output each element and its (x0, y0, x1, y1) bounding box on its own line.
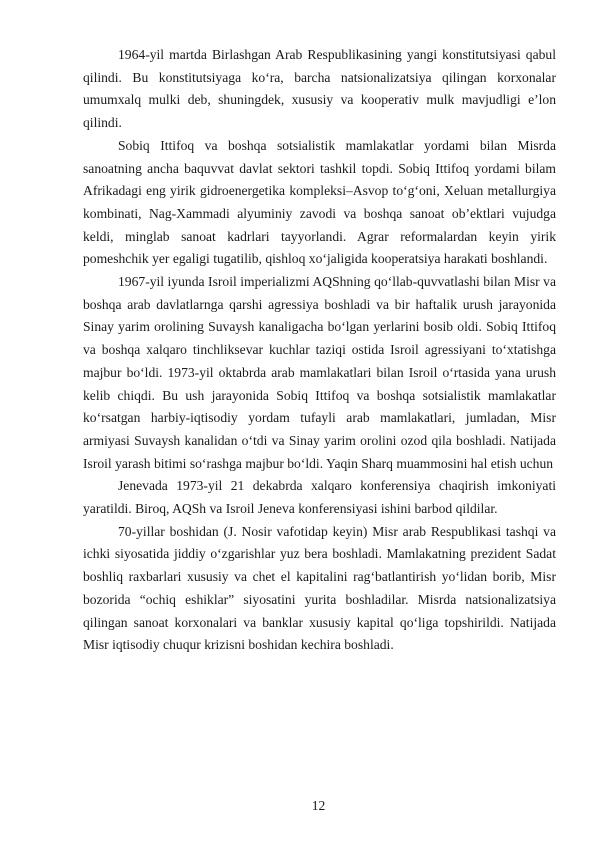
paragraph-2: Sobiq Ittifoq va boshqa sotsialistik mamlakatlar yordami bilan Misrda sanoatning ancha baquvvat davlat sektori tashkil topdi. Sobiq Ittifoq yordami bilam Afrikadagi eng yirik gidroenergetika kompleksi–Asvop to‘g‘oni, Xeluan metallurgiya kombinati, Nag-Xammadi alyuminiy zavodi va boshqa sanoat ob’ektlari vujudga keldi, minglab sanoat kadrlari tayyorlandi. Agrar reformalardan keyin yirik pomeshchik yer egaligi tugatilib, qishloq xo‘jaligida kooperatsiya harakati boshlandi. (83, 137, 556, 267)
page-number: 12 (311, 798, 326, 813)
paragraph-3: 1967-yil iyunda Isroil imperializmi AQShning qo‘llab-quvvatlashi bilan Misr va boshqa arab davlatlarnga qarshi agressiya boshladi va bir haftalik urush jarayonida Sinay yarim orolining Suvaysh kanaligacha bo‘lgan yerlarini bosib oldi. Sobiq Ittifoq va boshqa xalqaro tinchliksevar kuchlar taziqi ostida Isroil agressiyani to‘xtatishga majbur bo‘ldi. 1973-yil oktabrda arab mamlakatlari bilan Isroil o‘rtasida yana urush kelib chiqdi. Bu ush jarayonida Sobiq Ittifoq va boshqa sotsialistik mamlakatlar ko‘rsatgan harbiy-iqtisodiy yordam tufayli arab mamlakatlari, jumladan, Misr armiyasi Suvaysh kanalidan o‘tdi va Sinay yarim orolini ozod qila boshladi. Natijada Isroil yarash bitimi so‘rashga majbur bo‘ldi. Yaqin Sharq muammosini hal etish uchun (83, 274, 556, 471)
document-body (83, 44, 556, 657)
paragraph-5: 70-yillar boshidan (J. Nosir vafotidap keyin) Misr arab Respublikasi tashqi va ichki siyosatida jiddiy o‘zgarishlar yuz bera boshladi. Mamlakatning prezident Sadat boshliq raxbarlari xususiy va chet el kapitalini rag‘batlantirish yo‘lidan borib, Misr bozorida “ochiq eshiklar” siyosatini yurita boshladilar. Misrda natsionalizatsiya qilingan sanoat korxonalari va banklar xususiy kapital qo‘liga topshirildi. Natijada Misr iqtisodiy chuqur krizisni boshidan kechira boshladi. (83, 523, 556, 653)
paragraph-1: 1964-yil martda Birlashgan Arab Respublikasining yangi konstitutsiyasi qabul qilindi. Bu konstitutsiyaga ko‘ra, barcha natsionalizatsiya qilingan korxonalar umumxalq mulki deb, shuningdek, xususiy va kooperativ mulk mavjudligi e’lon qilindi. (83, 47, 556, 131)
paragraph-4: Jenevada 1973-yil 21 dekabrda xalqaro konferensiya chaqirish imkoniyati yaratildi. Biroq, AQSh va Isroil Jeneva konferensiyasi ishini barbod qildilar. (83, 478, 556, 517)
